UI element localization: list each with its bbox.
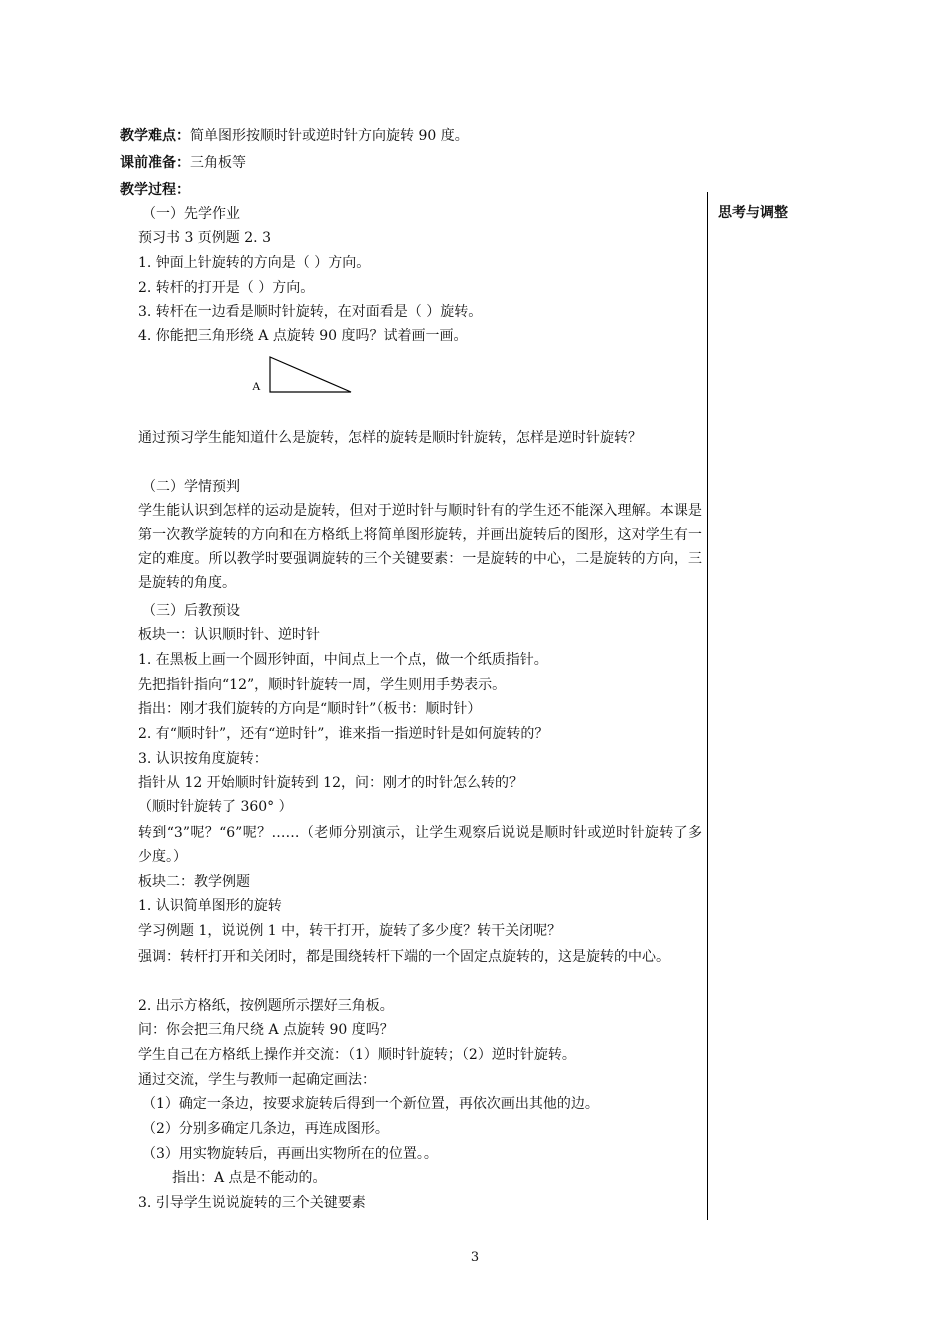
summary-paragraph: 通过预习学生能知道什么是旋转，怎样的旋转是顺时针旋转，怎样是逆时针旋转？ <box>138 430 642 446</box>
block2-step2: 2. 出示方格纸，按例题所示摆好三角板。 <box>138 998 394 1014</box>
difficulty-line <box>120 126 469 146</box>
block2-line: 问：你会把三角尺绕 A 点旋转 90 度吗？ <box>138 1022 394 1038</box>
method-1: （1）确定一条边，按要求旋转后得到一个新位置，再依次画出其他的边。 <box>142 1096 599 1112</box>
question-4: 4. 你能把三角形绕 A 点旋转 90 度吗？试着画一画。 <box>138 328 468 344</box>
block1-title: 板块一：认识顺时针、逆时针 <box>138 627 320 643</box>
prep-line <box>120 153 246 173</box>
block2-step3: 3. 引导学生说说旋转的三个关键要素 <box>138 1195 366 1211</box>
column-divider <box>707 192 708 1220</box>
question-3: 3. 转杆在一边看是顺时针旋转，在对面看是（ ）旋转。 <box>138 304 483 320</box>
block1-line: 指出：刚才我们旋转的方向是“顺时针”（板书：顺时针） <box>138 701 482 717</box>
vertex-a-label: A <box>252 379 261 393</box>
block1-line: （顺时针旋转了 360° ） <box>138 799 293 815</box>
block2-line: 学习例题 1，说说例 1 中，转干打开，旋转了多少度？转干关闭呢？ <box>138 923 562 939</box>
block1-step1: 1. 在黑板上画一个圆形钟面，中间点上一个点，做一个纸质指针。 <box>138 652 548 668</box>
block1-line: 先把指针指向“12”，顺时针旋转一周，学生则用手势表示。 <box>138 677 507 693</box>
method-3: （3）用实物旋转后，再画出实物所在的位置。。 <box>142 1146 438 1162</box>
difficulty-label: 教学难点： <box>120 128 190 144</box>
emphasis-paragraph: 强调：转杆打开和关闭时，都是围绕转杆下端的一个固定点旋转的，这是旋转的中心。 <box>138 949 670 965</box>
triangle-diagram <box>250 352 360 404</box>
section1-title: （一）先学作业 <box>142 206 240 222</box>
preview-line: 预习书 3 页例题 2. 3 <box>138 230 271 246</box>
question-2: 2. 转杆的打开是（ ）方向。 <box>138 280 315 296</box>
block2-line: 通过交流，学生与教师一起确定画法： <box>138 1072 376 1088</box>
block1-step3: 3. 认识按角度旋转： <box>138 751 268 767</box>
prep-label: 课前准备： <box>120 155 190 171</box>
difficulty-text: 简单图形按顺时针或逆时针方向旋转 90 度。 <box>190 128 469 144</box>
prep-text: 三角板等 <box>190 155 246 171</box>
question-1: 1. 钟面上针旋转的方向是（ ）方向。 <box>138 255 371 271</box>
block1-step2: 2. 有“顺时针”，还有“逆时针”，谁来指一指逆时针是如何旋转的？ <box>138 726 549 742</box>
demo-paragraph: 转到“3”呢？“6”呢？……（老师分别演示，让学生观察后说说是顺时针或逆时针旋转了多少度。） <box>138 825 702 865</box>
point-out-line: 指出：A 点是不能动的。 <box>172 1170 327 1186</box>
block1-line: 指针从 12 开始顺时针旋转到 12，问：刚才的时针怎么转的？ <box>138 775 523 791</box>
block2-line: 学生自己在方格纸上操作并交流：（1）顺时针旋转；（2）逆时针旋转。 <box>138 1047 576 1063</box>
block2-step1: 1. 认识简单图形的旋转 <box>138 898 282 914</box>
block2-title: 板块二：教学例题 <box>138 874 250 890</box>
section2-title: （二）学情预判 <box>142 479 240 495</box>
page-number: 3 <box>470 1250 480 1265</box>
analysis-paragraph: 学生能认识到怎样的运动是旋转，但对于逆时针与顺时针有的学生还不能深入理解。本课是第一次教学旋转的方向和在方格纸上将简单图形旋转，并画出旋转后的图形，这对学生有一定的难度。所以教学时要强调旋转的三个关键要素：一是旋转的中心，二是旋转的方向，三是旋转的角度。 <box>138 503 702 591</box>
method-2: （2）分别多确定几条边，再连成图形。 <box>142 1121 389 1137</box>
process-label: 教学过程： <box>120 182 190 198</box>
section3-title: （三）后教预设 <box>142 603 240 619</box>
side-column-title: 思考与调整 <box>718 205 788 221</box>
right-triangle <box>270 357 351 392</box>
